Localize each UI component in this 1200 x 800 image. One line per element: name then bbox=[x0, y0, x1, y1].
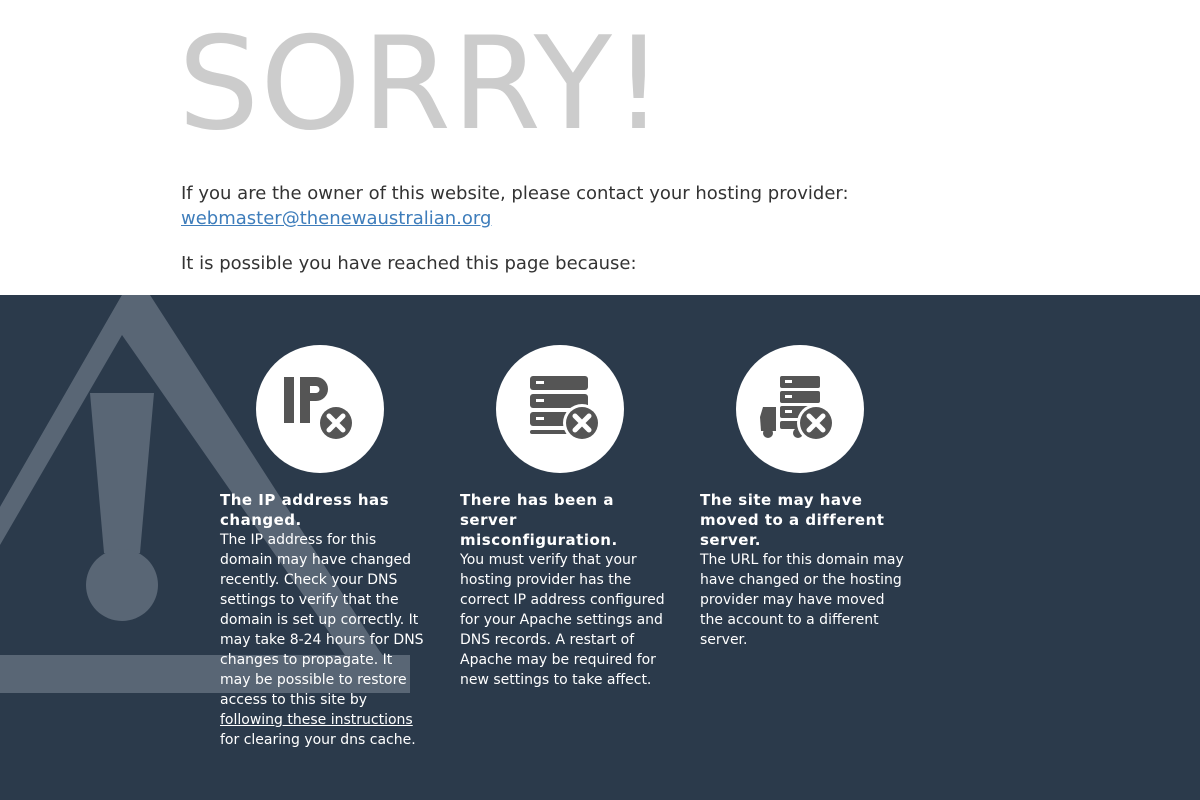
card-body: The URL for this domain may have changed or the hosting provider may have moved the account to a different server. bbox=[700, 552, 904, 648]
card-server-misconfiguration bbox=[460, 345, 665, 690]
reasons-panel bbox=[0, 295, 1200, 800]
card-icon-circle bbox=[736, 345, 864, 473]
card-ip-changed bbox=[220, 345, 425, 750]
card-icon-circle bbox=[496, 345, 624, 473]
card-body-text: The IP address for this domain may have changed recently. Check your DNS settings to verify that the domain is set up correctly. It may take 8-24 hours for DNS changes to propagate. It may be possible to restore access to this site by bbox=[220, 532, 424, 708]
card-title: There has been a server misconfiguration. bbox=[460, 491, 618, 549]
card-body bbox=[220, 530, 425, 750]
page-title: SORRY! bbox=[178, 10, 666, 159]
server-moved-icon bbox=[736, 345, 864, 473]
reasons-intro: It is possible you have reached this page because: bbox=[181, 253, 637, 274]
card-title: The site may have moved to a different server. bbox=[700, 491, 885, 549]
ip-error-icon bbox=[256, 345, 384, 473]
card-title: The IP address has changed. bbox=[220, 491, 390, 529]
owner-notice-text: If you are the owner of this website, please contact your hosting provider: bbox=[181, 183, 849, 204]
card-server-moved bbox=[700, 345, 905, 650]
server-error-icon bbox=[496, 345, 624, 473]
contact-email-link[interactable]: webmaster@thenewaustralian.org bbox=[181, 208, 492, 229]
header-section bbox=[0, 0, 1200, 295]
dns-instructions-link[interactable]: following these instructions bbox=[220, 712, 413, 728]
owner-notice bbox=[181, 181, 849, 231]
card-body: You must verify that your hosting provider has the correct IP address configured for your Apache settings and DNS records. A restart of Apache may be required for new settings to take affect. bbox=[460, 552, 665, 688]
card-body-text-after: for clearing your dns cache. bbox=[220, 732, 416, 748]
card-icon-circle bbox=[256, 345, 384, 473]
